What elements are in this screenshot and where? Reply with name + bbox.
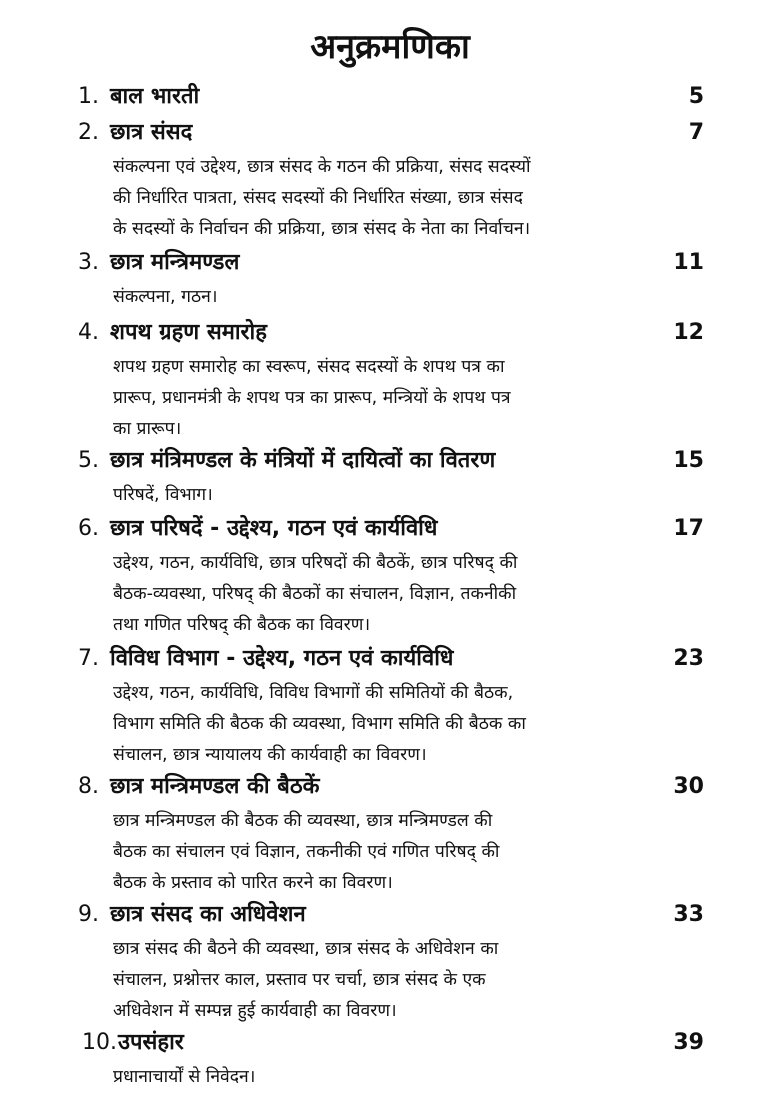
entry-description [0,352,643,445]
entry-page-number: 23 [673,646,704,671]
entry-page-number: 30 [673,774,704,799]
toc-entry-3 [0,244,780,313]
entry-number: 1. [78,84,99,109]
entry-description-line: संकल्पना एवं उद्देश्य, छात्र संसद के गठन की प्रक्रिया, संसद सदस्यों [113,157,531,177]
entry-description [0,282,643,313]
entry-page-number: 12 [673,320,704,345]
entry-title: छात्र संसद का अधिवेशन [110,902,306,927]
entry-description-line: तथा गणित परिषद् की बैठक का विवरण। [113,615,371,635]
entry-description-line: विभाग समिति की बैठक की व्यवस्था, विभाग समिति की बैठक का [113,714,526,734]
toc-entry-5 [0,442,780,511]
entry-title: विविध विभाग - उद्देश्य, गठन एवं कार्यविधि [110,646,454,671]
entry-title: उपसंहार [118,1030,184,1055]
entry-description-line: बैठक का संचालन एवं विज्ञान, तकनीकी एवं गणित परिषद् की [113,842,500,862]
entry-number: 4. [78,320,99,345]
entry-description-line: उद्देश्य, गठन, कार्यविधि, विविध विभागों की समितियों की बैठक, [113,683,514,703]
entry-number: 8. [78,774,99,799]
entry-description-line: प्रधानाचार्यों से निवेदन। [113,1067,256,1087]
entry-description [0,480,643,511]
toc-entry-7 [0,640,780,771]
entry-number: 6. [78,516,99,541]
entry-description-line: परिषदें, विभाग। [113,485,213,505]
entry-title: छात्र मंत्रिमण्डल के मंत्रियों में दायित्वों का वितरण [110,448,496,473]
entry-title: छात्र मन्त्रिमण्डल [110,250,240,275]
entry-description [0,1062,643,1093]
toc-entry-6 [0,510,780,641]
entry-page-number: 11 [673,250,704,275]
entry-description-line: संचालन, प्रश्नोत्तर काल, प्रस्ताव पर चर्चा, छात्र संसद के एक [113,970,486,990]
entry-description [0,548,643,641]
entry-title: शपथ ग्रहण समारोह [110,320,267,345]
entry-page-number: 17 [673,516,704,541]
entry-description-line: संकल्पना, गठन। [113,287,218,307]
toc-entry-2 [0,114,780,245]
entry-title: छात्र संसद [110,120,193,145]
entry-page-number: 39 [673,1030,704,1055]
entry-description [0,806,643,899]
entry-description-line: के सदस्यों के निर्वाचन की प्रक्रिया, छात्र संसद के नेता का निर्वाचन। [113,219,531,239]
entry-description [0,678,643,771]
entry-number: 9. [78,902,99,927]
entry-page-number: 7 [688,120,704,145]
entry-description [0,934,643,1027]
entry-description-line: छात्र मन्त्रिमण्डल की बैठक की व्यवस्था, छात्र मन्त्रिमण्डल की [113,811,493,831]
toc-entry-1 [0,78,780,116]
entry-description-line: बैठक के प्रस्ताव को पारित करने का विवरण। [113,873,393,893]
entry-description-line: की निर्धारित पात्रता, संसद सदस्यों की निर्धारित संख्या, छात्र संसद [113,188,523,208]
entry-page-number: 15 [673,448,704,473]
entry-description-line: संचालन, छात्र न्यायालय की कार्यवाही का विवरण। [113,745,427,765]
entry-title: छात्र परिषदें - उद्देश्य, गठन एवं कार्यविधि [110,516,438,541]
entry-page-number: 5 [688,84,704,109]
entry-number: 5. [78,448,99,473]
entry-description-line: बैठक-व्यवस्था, परिषद् की बैठकों का संचालन, विज्ञान, तकनीकी [113,584,517,604]
entry-description-line: अधिवेशन में सम्पन्न हुई कार्यवाही का विवरण। [113,1001,397,1021]
entry-description-line: शपथ ग्रहण समारोह का स्वरूप, संसद सदस्यों के शपथ पत्र का [113,357,505,377]
entry-description-line: उद्देश्य, गठन, कार्यविधि, छात्र परिषदों की बैठकें, छात्र परिषद् की [113,553,518,573]
entry-number: 10. [82,1030,117,1055]
toc-entry-4 [0,314,780,445]
entry-title: बाल भारती [110,84,200,109]
entry-page-number: 33 [673,902,704,927]
entry-description [0,152,643,245]
page-title: अनुक्रमणिका [310,27,470,67]
entry-description-line: का प्रारूप। [113,419,182,439]
entry-description-line: प्रारूप, प्रधानमंत्री के शपथ पत्र का प्रारूप, मन्त्रियों के शपथ पत्र [113,388,511,408]
entry-number: 3. [78,250,99,275]
entry-number: 2. [78,120,99,145]
toc-entry-8 [0,768,780,899]
toc-entry-9 [0,896,780,1027]
entry-title: छात्र मन्त्रिमण्डल की बैठकें [110,774,320,799]
entry-description-line: छात्र संसद की बैठने की व्यवस्था, छात्र संसद के अधिवेशन का [113,939,499,959]
toc-entry-10 [0,1024,780,1093]
entry-number: 7. [78,646,99,671]
